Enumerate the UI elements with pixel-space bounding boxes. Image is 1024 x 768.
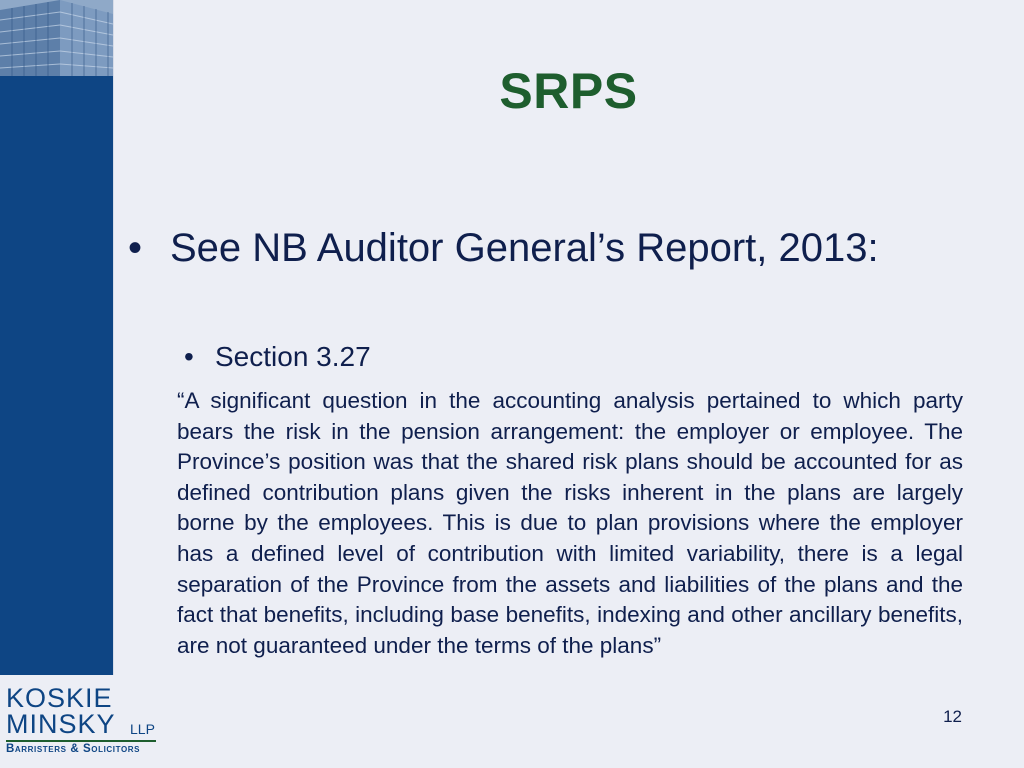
bullet-level-2-text: Section 3.27 [215, 341, 371, 372]
bullet-level-1-text: See NB Auditor General’s Report, 2013: [170, 226, 879, 270]
logo-suffix: LLP [130, 721, 155, 737]
company-logo [6, 684, 166, 764]
slide-title: SRPS [499, 63, 638, 119]
logo-rule [6, 740, 156, 742]
building-photo [0, 0, 113, 76]
left-sidebar-band [0, 0, 113, 675]
bullet-marker: • [128, 226, 143, 270]
bullet-level-2 [184, 339, 944, 375]
logo-line-1: KOSKIE [6, 683, 113, 713]
building-illustration [0, 0, 113, 76]
bullet-level-1 [128, 222, 964, 274]
logo-tagline: Barristers & Solicitors [6, 743, 141, 755]
quotation-paragraph: “A significant question in the accounting analysis pertained to which party bears the risk in the pension arrangement: the employer or employee. The Province’s position was that the shared risk plans should be accounted for as defined contribution plans given the risks inherent in the plans are largely borne by the employees. This is due to plan provisions where the employer has a defined level of contribution with limited variability, there is a legal separation of the Province from the assets and liabilities of the plans and the fact that benefits, including base benefits, indexing and other ancillary benefits, are not guaranteed under the terms of the plans” [177, 388, 963, 658]
logo-line-2: MINSKY [6, 709, 116, 739]
page-number: 12 [943, 707, 962, 726]
bullet-marker: • [184, 341, 194, 372]
